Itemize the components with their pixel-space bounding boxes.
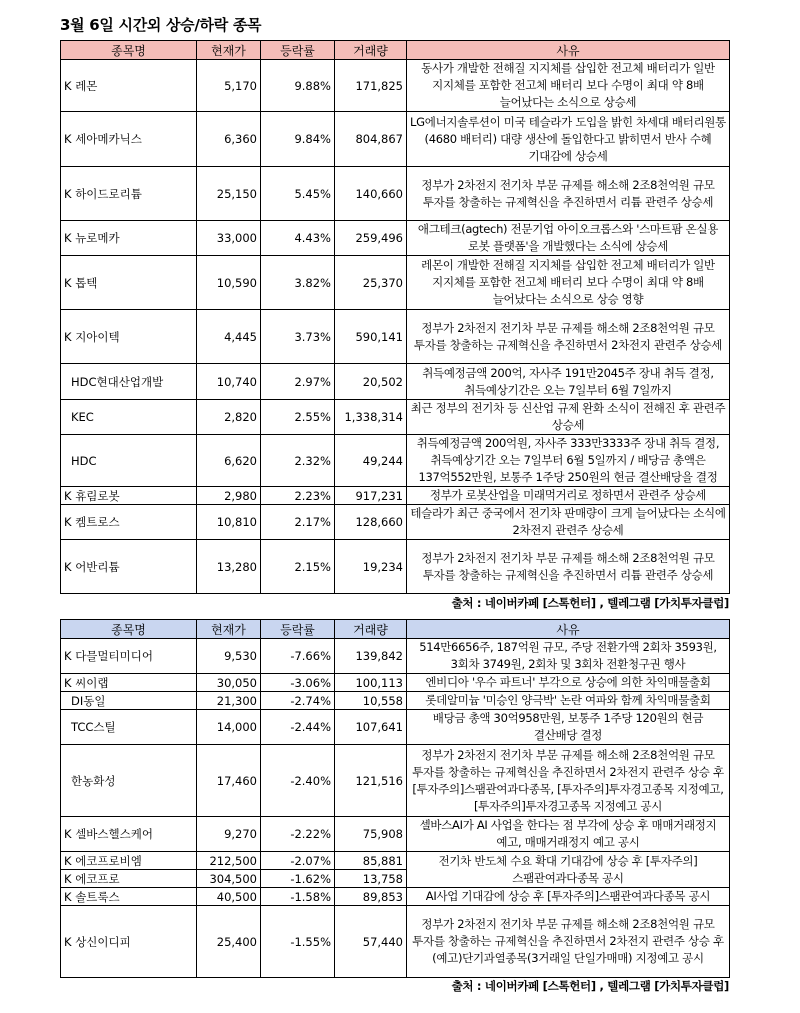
- stock-name: KEC: [61, 400, 197, 435]
- reason-text: 514만6656주, 187억원 규모, 주당 전환가액 2회차 3593원, 3회차 3749원, 2회차 및 3회차 전환청구권 행사: [407, 639, 730, 674]
- table-row: [61, 745, 730, 817]
- change-rate: 4.43%: [261, 221, 335, 256]
- current-price: 21,300: [197, 692, 261, 710]
- table-row: [61, 852, 730, 870]
- stock-name: DI동일: [61, 692, 197, 710]
- reason-text: 정부가 2차전지 전기차 부문 규제를 해소해 2조8천억원 규모 투자를 창출하는 규제혁신을 추진하면서 2차전지 관련주 상승세: [407, 310, 730, 364]
- change-rate: 2.17%: [261, 505, 335, 540]
- reason-text: 정부가 2차전지 전기차 부문 규제를 해소해 2조8천억원 규모 투자를 창출하는 규제혁신을 추진하면서 리튬 관련주 상승세: [407, 540, 730, 594]
- trade-volume: 917,231: [335, 487, 407, 505]
- table-row: [61, 906, 730, 978]
- stock-name: K 하이드로리튬: [61, 167, 197, 221]
- stock-name: K 에코프로: [61, 870, 197, 888]
- table-row: [61, 639, 730, 674]
- stock-name: K 어반리튬: [61, 540, 197, 594]
- table-header-row: [61, 620, 730, 639]
- trade-volume: 590,141: [335, 310, 407, 364]
- current-price: 4,445: [197, 310, 261, 364]
- trade-volume: 13,758: [335, 870, 407, 888]
- stock-name: K 씨이랩: [61, 674, 197, 692]
- stock-name: 한농화성: [61, 745, 197, 817]
- table-row: [61, 256, 730, 310]
- header-volume: 거래량: [335, 41, 407, 60]
- reason-text: 취득예정금액 200억, 자사주 191만2045주 장내 취득 결정, 취득예상기간은 오는 7일부터 6월 7일까지: [407, 364, 730, 400]
- page-title: 3월 6일 시간외 상승/하락 종목: [60, 16, 262, 34]
- change-rate: -1.55%: [261, 906, 335, 978]
- reason-text: 엔비디아 '우수 파트너' 부각으로 상승에 의한 차익매물출회: [407, 674, 730, 692]
- change-rate: 2.32%: [261, 435, 335, 487]
- falling-stocks-table: [60, 619, 730, 978]
- header-volume: 거래량: [335, 620, 407, 639]
- current-price: 25,400: [197, 906, 261, 978]
- trade-volume: 128,660: [335, 505, 407, 540]
- reason-text: 전기차 반도체 수요 확대 기대감에 상승 후 [투자주의]스팸관여과다종목 공시: [407, 852, 730, 888]
- table-row: [61, 221, 730, 256]
- reason-text: 셀바스AI가 AI 사업을 한다는 점 부각에 상승 후 매매거래정지 예고, 매매거래정지 예고 공시: [407, 817, 730, 852]
- change-rate: 2.23%: [261, 487, 335, 505]
- stock-name: K 에코프로비엠: [61, 852, 197, 870]
- change-rate: 9.88%: [261, 60, 335, 112]
- trade-volume: 804,867: [335, 112, 407, 167]
- stock-name: HDC현대산업개발: [61, 364, 197, 400]
- stock-name: K 켐트로스: [61, 505, 197, 540]
- current-price: 304,500: [197, 870, 261, 888]
- reason-text: 테슬라가 최근 중국에서 전기차 판매량이 크게 늘어났다는 소식에 2차전지 관련주 상승세: [407, 505, 730, 540]
- stock-name: K 레몬: [61, 60, 197, 112]
- current-price: 212,500: [197, 852, 261, 870]
- header-reason: 사유: [407, 41, 730, 60]
- current-price: 17,460: [197, 745, 261, 817]
- reason-text: 정부가 로봇산업을 미래먹거리로 정하면서 관련주 상승세: [407, 487, 730, 505]
- trade-volume: 89,853: [335, 888, 407, 906]
- stock-name: K 휴림로봇: [61, 487, 197, 505]
- table-row: [61, 364, 730, 400]
- change-rate: -2.07%: [261, 852, 335, 870]
- table-row: [61, 310, 730, 364]
- current-price: 5,170: [197, 60, 261, 112]
- table-row: [61, 487, 730, 505]
- change-rate: 9.84%: [261, 112, 335, 167]
- table-row: [61, 400, 730, 435]
- current-price: 2,820: [197, 400, 261, 435]
- stock-name: K 세아메카닉스: [61, 112, 197, 167]
- change-rate: 2.55%: [261, 400, 335, 435]
- current-price: 10,810: [197, 505, 261, 540]
- current-price: 13,280: [197, 540, 261, 594]
- reason-text: AI사업 기대감에 상승 후 [투자주의]스팸관여과다종목 공시: [407, 888, 730, 906]
- stock-name: K 뉴로메카: [61, 221, 197, 256]
- change-rate: -7.66%: [261, 639, 335, 674]
- current-price: 6,620: [197, 435, 261, 487]
- table-row: [61, 540, 730, 594]
- trade-volume: 19,234: [335, 540, 407, 594]
- current-price: 14,000: [197, 710, 261, 745]
- trade-volume: 171,825: [335, 60, 407, 112]
- trade-volume: 121,516: [335, 745, 407, 817]
- change-rate: -1.58%: [261, 888, 335, 906]
- trade-volume: 1,338,314: [335, 400, 407, 435]
- reason-text: 애그테크(agtech) 전문기업 아이오크롭스와 '스마트팜 온실용 로봇 플랫폼'을 개발했다는 소식에 상승세: [407, 221, 730, 256]
- change-rate: -2.22%: [261, 817, 335, 852]
- stock-name: TCC스틸: [61, 710, 197, 745]
- trade-volume: 107,641: [335, 710, 407, 745]
- change-rate: -2.74%: [261, 692, 335, 710]
- trade-volume: 25,370: [335, 256, 407, 310]
- trade-volume: 20,502: [335, 364, 407, 400]
- trade-volume: 49,244: [335, 435, 407, 487]
- table-row: [61, 60, 730, 112]
- header-reason: 사유: [407, 620, 730, 639]
- current-price: 2,980: [197, 487, 261, 505]
- reason-text: 정부가 2차전지 전기차 부문 규제를 해소해 2조8천억원 규모 투자를 창출하는 규제혁신을 추진하면서 2차전지 관련주 상승 후 [투자주의]스팸관여과다종목, [투자주의]투자경고종목 지정예고, [투자주의]투자경고종목 지정예고 공시: [407, 745, 730, 817]
- current-price: 30,050: [197, 674, 261, 692]
- source-note-top: 출처 : 네이버카페 [스톡헌터] , 텔레그램 [가치투자클럽]: [451, 596, 729, 610]
- table-row: [61, 674, 730, 692]
- current-price: 6,360: [197, 112, 261, 167]
- reason-text: 레몬이 개발한 전해질 지지체를 삽입한 전고체 배터리가 일반 지지체를 포함한 전고체 배터리 보다 수명이 최대 약 8배 늘어났다는 소식으로 상승 영향: [407, 256, 730, 310]
- change-rate: -2.40%: [261, 745, 335, 817]
- header-price: 현재가: [197, 41, 261, 60]
- reason-text: 취득예정금액 200억원, 자사주 333만3333주 장내 취득 결정, 취득예상기간 오는 7일부터 6월 5일까지 / 배당금 총액은 137억552만원, 보통주 1주당 250원의 현금 결산배당을 결정: [407, 435, 730, 487]
- current-price: 10,740: [197, 364, 261, 400]
- reason-text: 최근 정부의 전기차 등 신산업 규제 완화 소식이 전해진 후 관련주 상승세: [407, 400, 730, 435]
- stock-name: K 톱텍: [61, 256, 197, 310]
- trade-volume: 259,496: [335, 221, 407, 256]
- header-name: 종목명: [61, 620, 197, 639]
- stock-name: K 솔트룩스: [61, 888, 197, 906]
- stock-name: HDC: [61, 435, 197, 487]
- table-row: [61, 888, 730, 906]
- trade-volume: 139,842: [335, 639, 407, 674]
- change-rate: 3.73%: [261, 310, 335, 364]
- trade-volume: 100,113: [335, 674, 407, 692]
- current-price: 9,530: [197, 639, 261, 674]
- current-price: 40,500: [197, 888, 261, 906]
- trade-volume: 140,660: [335, 167, 407, 221]
- table-row: [61, 710, 730, 745]
- header-price: 현재가: [197, 620, 261, 639]
- change-rate: 2.97%: [261, 364, 335, 400]
- reason-text: 동사가 개발한 전해질 지지체를 삽입한 전고체 배터리가 일반 지지체를 포함한 전고체 배터리 보다 수명이 최대 약 8배 늘어났다는 소식으로 상승세: [407, 60, 730, 112]
- table-row: [61, 505, 730, 540]
- table-row: [61, 817, 730, 852]
- reason-text: 정부가 2차전지 전기차 부문 규제를 해소해 2조8천억원 규모 투자를 창출하는 규제혁신을 추진하면서 리튬 관련주 상승세: [407, 167, 730, 221]
- source-note-bottom: 출처 : 네이버카페 [스톡헌터] , 텔레그램 [가치투자클럽]: [451, 979, 729, 993]
- change-rate: -3.06%: [261, 674, 335, 692]
- stock-name: K 지아이텍: [61, 310, 197, 364]
- stock-name: K 셀바스헬스케어: [61, 817, 197, 852]
- stock-name: K 다믈멀티미디어: [61, 639, 197, 674]
- stock-name: K 상신이디피: [61, 906, 197, 978]
- header-rate: 등락률: [261, 41, 335, 60]
- reason-text: 롯데알미늄 '미승인 양극박' 논란 여파와 함께 차익매물출회: [407, 692, 730, 710]
- trade-volume: 85,881: [335, 852, 407, 870]
- reason-text: LG에너지솔루션이 미국 테슬라가 도입을 밝힌 차세대 배터리원통(4680 배터리) 대량 생산에 돌입한다고 밝히면서 반사 수혜 기대감에 상승세: [407, 112, 730, 167]
- table-row: [61, 167, 730, 221]
- trade-volume: 75,908: [335, 817, 407, 852]
- current-price: 10,590: [197, 256, 261, 310]
- change-rate: -2.44%: [261, 710, 335, 745]
- change-rate: -1.62%: [261, 870, 335, 888]
- reason-text: 배당금 총액 30억958만원, 보통주 1주당 120원의 현금 결산배당 결정: [407, 710, 730, 745]
- rising-stocks-table: [60, 40, 730, 594]
- change-rate: 5.45%: [261, 167, 335, 221]
- trade-volume: 57,440: [335, 906, 407, 978]
- table-row: [61, 692, 730, 710]
- table-row: [61, 112, 730, 167]
- change-rate: 2.15%: [261, 540, 335, 594]
- reason-text: 정부가 2차전지 전기차 부문 규제를 해소해 2조8천억원 규모 투자를 창출하는 규제혁신을 추진하면서 2차전지 관련주 상승 후 (예고)단기과열종목(3거래일 단일가매매) 지정예고 공시: [407, 906, 730, 978]
- table-row: [61, 435, 730, 487]
- table-header-row: [61, 41, 730, 60]
- header-rate: 등락률: [261, 620, 335, 639]
- header-name: 종목명: [61, 41, 197, 60]
- trade-volume: 10,558: [335, 692, 407, 710]
- current-price: 25,150: [197, 167, 261, 221]
- current-price: 33,000: [197, 221, 261, 256]
- change-rate: 3.82%: [261, 256, 335, 310]
- current-price: 9,270: [197, 817, 261, 852]
